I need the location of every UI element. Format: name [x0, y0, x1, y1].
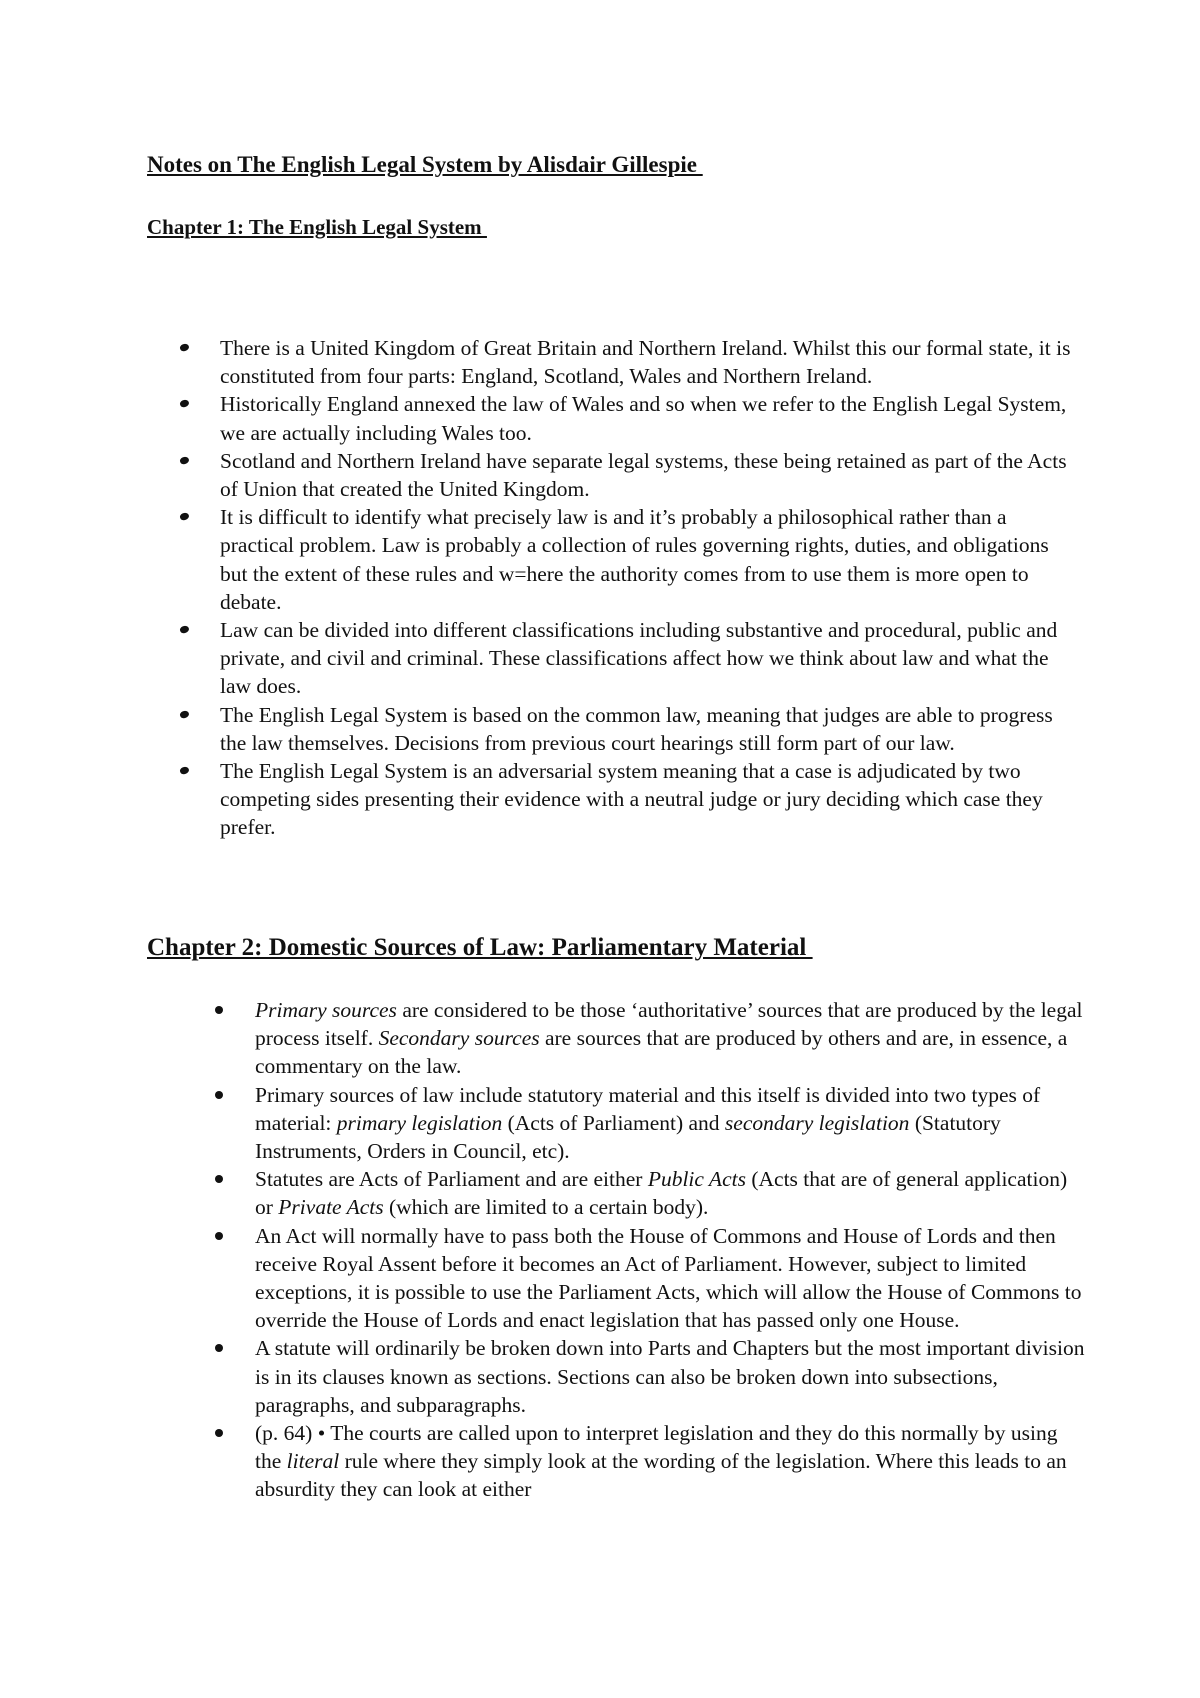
italic-term: Private Acts — [278, 1195, 384, 1220]
document-title: Notes on The English Legal System by Alisdair Gillespie — [147, 152, 703, 177]
bullet-item — [215, 1081, 1085, 1166]
text-segment: It is difficult to identify what precisely law is and it’s probably a philosophical rather than a practical problem. Law is probably a collection of rules governing rights, duties, and obligations but the extent of these rules and w=here the authority comes from to use them is more open to debate. — [220, 505, 1049, 614]
bullet-text — [220, 703, 1053, 755]
bullet-icon — [179, 455, 190, 465]
bullet-text — [220, 505, 1049, 614]
bullet-item — [180, 616, 1080, 701]
bullet-icon — [215, 1232, 223, 1240]
bullet-icon — [215, 1429, 223, 1437]
italic-term: secondary legislation — [724, 1110, 910, 1135]
text-segment: The English Legal System is based on the common law, meaning that judges are able to progress the law themselves. Decisions from previous court hearings still form part of our law. — [220, 702, 1053, 755]
bullet-text — [220, 392, 1066, 444]
bullet-text — [255, 1167, 1067, 1219]
text-segment: An Act will normally have to pass both the House of Commons and House of Lords and then receive Royal Assent before it becomes an Act of Parliament. However, subject to limited exceptions, it is possible to use the Parliament Acts, which will allow the House of Commons to override the House of Lords and enact legislation that has passed only one House. — [255, 1223, 1082, 1333]
text-segment: Historically England annexed the law of Wales and so when we refer to the English Legal System, we are actually including Wales too. — [220, 392, 1067, 445]
italic-term: Secondary sources — [378, 1026, 540, 1051]
text-segment: (Acts that are of general application) or — [255, 1167, 1068, 1220]
bullet-item — [180, 447, 1080, 503]
bullet-icon — [179, 625, 190, 635]
text-segment: The English Legal System is an adversarial system meaning that a case is adjudicated by two competing sides presenting their evidence with a neutral judge or jury deciding which case they prefer. — [220, 759, 1043, 840]
bullet-icon — [215, 1175, 223, 1183]
bullet-item — [180, 390, 1080, 446]
bullet-item — [180, 503, 1080, 616]
bullet-icon — [215, 1091, 223, 1099]
bullet-icon — [215, 1006, 223, 1014]
bullet-icon — [179, 766, 190, 776]
chapter-2-bullet-list — [215, 996, 1085, 1504]
text-segment: are sources that are produced by others and are, in essence, a commentary on the law. — [255, 1026, 1068, 1079]
italic-term: Public Acts — [647, 1167, 746, 1192]
text-segment: (Acts of Parliament) and — [502, 1110, 725, 1135]
text-segment: (p. 64) • The courts are called upon to interpret legislation and they do this normally by using the — [255, 1421, 1058, 1474]
bullet-text — [255, 1083, 1040, 1163]
bullet-text — [220, 336, 1070, 388]
bullet-icon — [215, 1344, 223, 1352]
bullet-text — [255, 1336, 1084, 1416]
text-segment: There is a United Kingdom of Great Britain and Northern Ireland. Whilst this our formal state, it is constituted from four parts: England, Scotland, Wales and Northern Ireland. — [220, 336, 1071, 389]
bullet-text — [255, 1224, 1081, 1333]
bullet-item — [215, 1165, 1085, 1221]
italic-term: primary legislation — [336, 1110, 503, 1135]
italic-term: literal — [286, 1449, 340, 1474]
bullet-item — [215, 996, 1085, 1081]
bullet-item — [215, 1419, 1085, 1504]
text-segment: Primary sources of law include statutory material and this itself is divided into two types of material: — [255, 1082, 1041, 1135]
text-segment: Law can be divided into different classifications including substantive and procedural, public and private, and civil and criminal. These classifications affect how we think about law and what the law does. — [220, 618, 1058, 699]
bullet-icon — [179, 709, 190, 719]
bullet-item — [215, 1334, 1085, 1419]
bullet-icon — [179, 399, 190, 409]
text-segment: rule where they simply look at the wording of the legislation. Where this leads to an absurdity they can look at either — [255, 1449, 1067, 1502]
bullet-item — [180, 757, 1080, 842]
bullet-item — [215, 1222, 1085, 1335]
bullet-text — [220, 449, 1067, 501]
bullet-icon — [179, 343, 190, 353]
bullet-icon — [179, 512, 190, 522]
bullet-item — [180, 334, 1080, 390]
bullet-text — [255, 998, 1082, 1078]
bullet-text — [220, 618, 1057, 698]
text-segment: are considered to be those ‘authoritative’ sources that are produced by the legal process itself. — [255, 998, 1083, 1051]
text-segment: (which are limited to a certain body). — [383, 1195, 709, 1220]
italic-term: Primary sources — [255, 998, 397, 1022]
text-segment: A statute will ordinarily be broken down into Parts and Chapters but the most important division is in its clauses known as sections. Sections can also be broken down into subsections, paragraphs, and subparagraphs. — [255, 1336, 1085, 1417]
text-segment: Scotland and Northern Ireland have separate legal systems, these being retained as part of the Acts of Union that created the United Kingdom. — [220, 448, 1067, 502]
chapter-2-heading: Chapter 2: Domestic Sources of Law: Parliamentary Material — [147, 934, 813, 961]
text-segment: (Statutory Instruments, Orders in Council, etc). — [255, 1110, 1001, 1164]
bullet-text — [255, 1421, 1067, 1501]
text-segment: Statutes are Acts of Parliament and are either — [255, 1167, 648, 1192]
bullet-text — [220, 759, 1043, 839]
chapter-1-bullet-list — [180, 334, 1080, 842]
chapter-1-heading: Chapter 1: The English Legal System — [147, 215, 487, 239]
bullet-item — [180, 701, 1080, 757]
